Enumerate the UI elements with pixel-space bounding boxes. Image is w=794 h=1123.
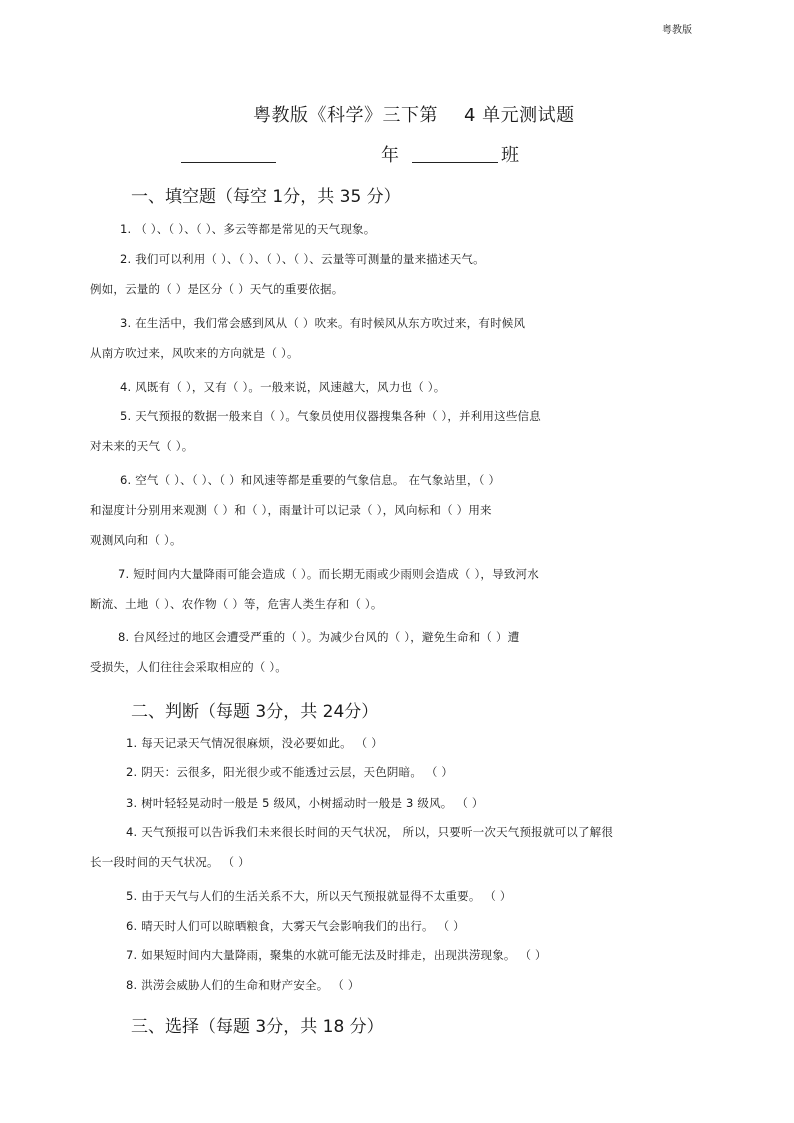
fill-q2-line2: 例如，云量的（ ）是区分（ ）天气的重要依据。 <box>90 282 344 296</box>
judge-q4-line1: 4. 天气预报可以告诉我们未来很长时间的天气状况， 所以，只要听一次天气预报就可以了解很 <box>126 825 614 839</box>
year-blank-line[interactable] <box>412 162 498 163</box>
fill-q6-line3: 观测风向和（ ）。 <box>90 533 182 547</box>
fill-q6-line1: 6. 空气（ ）、（ ）、（ ）和风速等都是重要的气象信息。 在气象站里，（ ） <box>120 473 501 487</box>
fill-q3-line2: 从南方吹过来，风吹来的方向就是（ ）。 <box>90 346 299 360</box>
fill-q2-line1: 2. 我们可以利用（ ）、（ ）、（ ）、（ ）、云量等可测量的量来描述天气。 <box>120 252 485 266</box>
name-blank-line[interactable] <box>181 162 276 163</box>
fill-q1: 1. （ ）、（ ）、（ ）、多云等都是常见的天气现象。 <box>120 222 376 236</box>
judge-q6: 6. 晴天时人们可以晾晒粮食，大雾天气会影响我们的出行。 （ ） <box>126 919 465 933</box>
judge-q1: 1. 每天记录天气情况很麻烦，没必要如此。 （ ） <box>126 736 383 750</box>
fill-q4: 4. 风既有（ ），又有（ ）。一般来说，风速越大，风力也（ ）。 <box>120 380 446 394</box>
judge-q4-line2: 长一段时间的天气状况。 （ ） <box>90 855 250 869</box>
fill-q6-line2: 和湿度计分别用来观测（ ）和（ ），雨量计可以记录（ ），风向标和（ ）用来 <box>90 503 492 517</box>
judge-q2: 2. 阴天：云很多，阳光很少或不能透过云层，天色阴暗。 （ ） <box>126 765 454 779</box>
judge-q8: 8. 洪涝会威胁人们的生命和财产安全。 （ ） <box>126 978 360 992</box>
fill-q3-line1: 3. 在生活中，我们常会感到风从（ ）吹来。有时候风从东方吹过来，有时候风 <box>120 316 526 330</box>
section-choice-title: 三、选择（每题 3分，共 18 分） <box>131 1017 384 1037</box>
fill-q5-line2: 对未来的天气（ ）。 <box>90 439 194 453</box>
fill-q7-line1: 7. 短时间内大量降雨可能会造成（ ）。而长期无雨或少雨则会造成（ ），导致河水 <box>118 567 539 581</box>
class-label: 班 <box>501 145 519 166</box>
title-unit: 4 单元测试题 <box>464 105 575 126</box>
judge-q7: 7. 如果短时间内大量降雨，聚集的水就可能无法及时排走，出现洪涝现象。 （ ） <box>126 948 547 962</box>
fill-q5-line1: 5. 天气预报的数据一般来自（ ）。气象员使用仪器搜集各种（ ），并利用这些信息 <box>120 409 541 423</box>
section-judge-title: 二、判断（每题 3分，共 24分） <box>131 702 379 722</box>
fill-q7-line2: 断流、土地（ ）、农作物（ ）等，危害人类生存和（ ）。 <box>90 597 383 611</box>
title-prefix: 粤教版《科学》三下第 <box>253 105 438 126</box>
judge-q5: 5. 由于天气与人们的生活关系不大，所以天气预报就显得不太重要。 （ ） <box>126 889 512 903</box>
fill-q8-line1: 8. 台风经过的地区会遭受严重的（ ）。为减少台风的（ ），避免生命和（ ）遭 <box>118 630 520 644</box>
page-title <box>253 101 575 127</box>
section-fill-blank-title: 一、填空题（每空 1分，共 35 分） <box>131 187 401 207</box>
year-label: 年 <box>381 145 399 166</box>
fill-q8-line2: 受损失，人们往往会采取相应的（ ）。 <box>90 660 288 674</box>
header-tag: 粤教版 <box>662 25 692 36</box>
judge-q3: 3. 树叶轻轻晃动时一般是 5 级风，小树摇动时一般是 3 级风。 （ ） <box>126 796 484 810</box>
